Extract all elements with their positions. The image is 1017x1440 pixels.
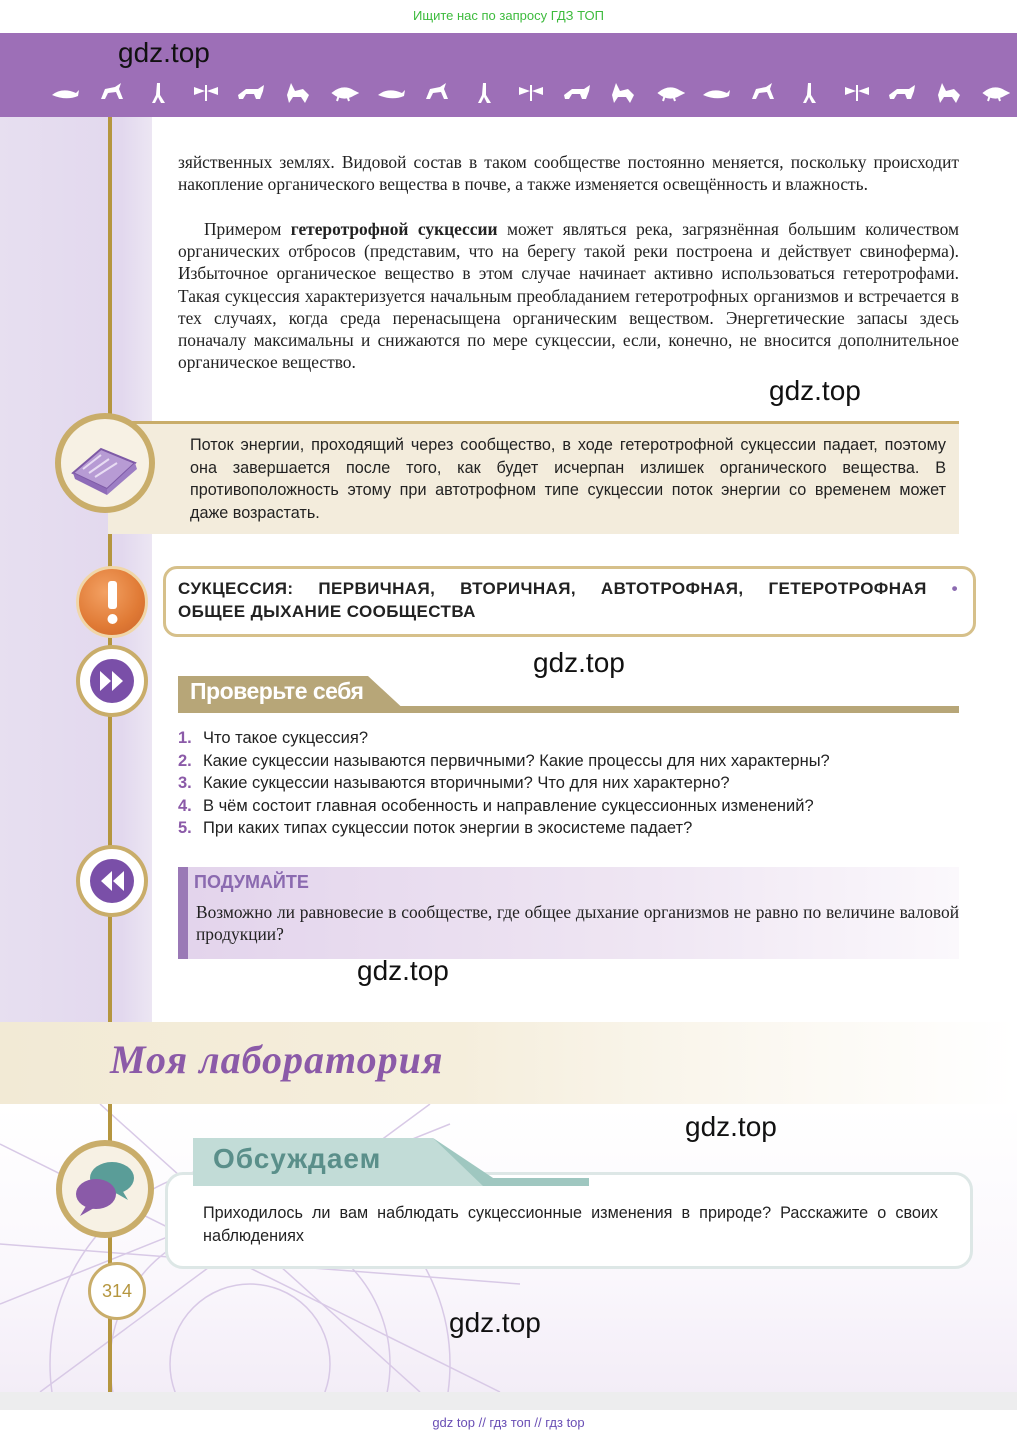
list-item xyxy=(178,750,958,773)
question-list xyxy=(178,727,958,840)
question-number: 4. xyxy=(178,796,192,815)
key-term: СУКЦЕССИЯ: xyxy=(178,579,294,598)
animal-silhouette-icon xyxy=(608,81,638,105)
watermark: gdz.top xyxy=(449,1307,541,1338)
key-term: ГЕТЕРОТРОФНАЯ xyxy=(768,579,927,598)
key-term: ВТОРИЧНАЯ, xyxy=(460,579,576,598)
animal-silhouette-icon xyxy=(143,81,173,105)
section-heading: Моя лаборатория xyxy=(110,1037,444,1082)
book-icon xyxy=(55,413,155,513)
think-title: ПОДУМАЙТЕ xyxy=(194,872,309,892)
body-paragraph xyxy=(178,218,959,373)
info-text: Поток энергии, проходящий через сообщество, в ходе гетеротрофной сукцессии падает, поэтому она завершается после того, как будет исчерпан излишек органического вещества. В противоположность этому при автотрофном типе сукцессии поток энергии со временем может даже возрастать. xyxy=(190,436,946,522)
body-paragraph: зяйственных землях. Видовой состав в таком сообществе постоянно меняется, поскольку происходит накопление органического вещества в почве, а также изменяется освещённость и влажность. xyxy=(178,152,959,195)
key-term: ПЕРВИЧНАЯ, xyxy=(318,579,436,598)
list-item xyxy=(178,795,958,818)
animal-silhouette-icon xyxy=(329,81,359,105)
animal-silhouette-icon xyxy=(980,81,1010,105)
fast-forward-icon xyxy=(76,645,148,717)
animal-silhouette-icon xyxy=(748,81,778,105)
animal-silhouette-icon xyxy=(283,81,313,105)
bullet-separator: • xyxy=(951,579,958,598)
key-terms xyxy=(178,577,968,623)
section-title: Проверьте себя xyxy=(190,678,364,704)
watermark: gdz.top xyxy=(357,955,449,986)
animal-silhouette-icon xyxy=(50,81,80,105)
key-term: ОБЩЕЕ ДЫХАНИЕ СООБЩЕСТВА xyxy=(178,602,476,621)
question-number: 5. xyxy=(178,819,192,837)
question-number: 2. xyxy=(178,751,192,770)
animal-silhouette-icon xyxy=(562,81,592,105)
animal-silhouette-icon xyxy=(655,81,685,105)
question-text: Что такое сукцессия? xyxy=(203,729,369,747)
animal-silhouette-icon xyxy=(887,81,917,105)
section-title: Обсуждаем xyxy=(213,1143,382,1174)
question-number: 1. xyxy=(178,729,192,747)
watermark: gdz.top xyxy=(533,647,625,678)
question-text: В чём состоит главная особенность и направление сукцессионных изменений? xyxy=(203,796,814,815)
animal-silhouette-icon xyxy=(190,81,220,105)
question-text: При каких типах сукцессии поток энергии в экосистеме падает? xyxy=(203,819,693,837)
bottom-strip xyxy=(0,1392,1017,1410)
footer-links[interactable]: gdz top // гдз топ // гдз top xyxy=(432,1415,585,1430)
animal-silhouette-icon xyxy=(515,81,545,105)
animal-silhouette-row xyxy=(50,81,1010,107)
watermark: gdz.top xyxy=(685,1111,777,1142)
chat-bubbles-icon xyxy=(56,1140,154,1238)
top-banner[interactable]: Ищите нас по запросу ГДЗ ТОП xyxy=(0,0,1017,33)
animal-silhouette-icon xyxy=(841,81,871,105)
animal-silhouette-icon xyxy=(97,81,127,105)
list-item xyxy=(178,817,958,840)
animal-silhouette-icon xyxy=(934,81,964,105)
watermark: gdz.top xyxy=(769,375,861,406)
question-text: Какие сукцессии называются вторичными? Что для них характерно? xyxy=(203,774,730,792)
paragraph-lead: Примером xyxy=(204,219,291,239)
question-number: 3. xyxy=(178,774,192,792)
animal-silhouette-icon xyxy=(422,81,452,105)
list-item xyxy=(178,727,958,750)
bold-term: гетеротрофной сукцессии xyxy=(290,219,498,239)
list-item xyxy=(178,772,958,795)
rewind-icon xyxy=(76,845,148,917)
paragraph-rest: может являться река, загрязнённая большим количеством органических отбросов (представим, что на берегу такой реки построена и действует свиноферма). Избыточное органическое вещество в этом случае начинает активно использоваться гетеротрофами. Такая сукцессия характеризуется начальным преобладанием гетеротрофных организмов и встречается в тех случаях, когда среда перенасыщена органическим веществом. Энергетические запасы здесь поначалу максимальны и снижаются по мере сукцессии, если, конечно, не вносится дополнительное органическое вещество. xyxy=(178,219,959,373)
section-rule xyxy=(178,706,959,713)
page-number: 314 xyxy=(88,1262,146,1320)
discuss-text: Приходилось ли вам наблюдать сукцессионные изменения в природе? Расскажите о своих наблюдениях xyxy=(203,1204,938,1245)
think-text: Возможно ли равновесие в сообществе, где общее дыхание организмов не равно по величине валовой продукции? xyxy=(196,902,959,945)
question-text: Какие сукцессии называются первичными? Какие процессы для них характерны? xyxy=(203,751,830,770)
key-term: АВТОТРОФНАЯ, xyxy=(600,579,744,598)
page-header xyxy=(0,33,1017,117)
animal-silhouette-icon xyxy=(701,81,731,105)
animal-silhouette-icon xyxy=(794,81,824,105)
exclamation-icon xyxy=(76,566,148,638)
animal-silhouette-icon xyxy=(469,81,499,105)
animal-silhouette-icon xyxy=(376,81,406,105)
watermark: gdz.top xyxy=(118,37,210,68)
animal-silhouette-icon xyxy=(236,81,266,105)
